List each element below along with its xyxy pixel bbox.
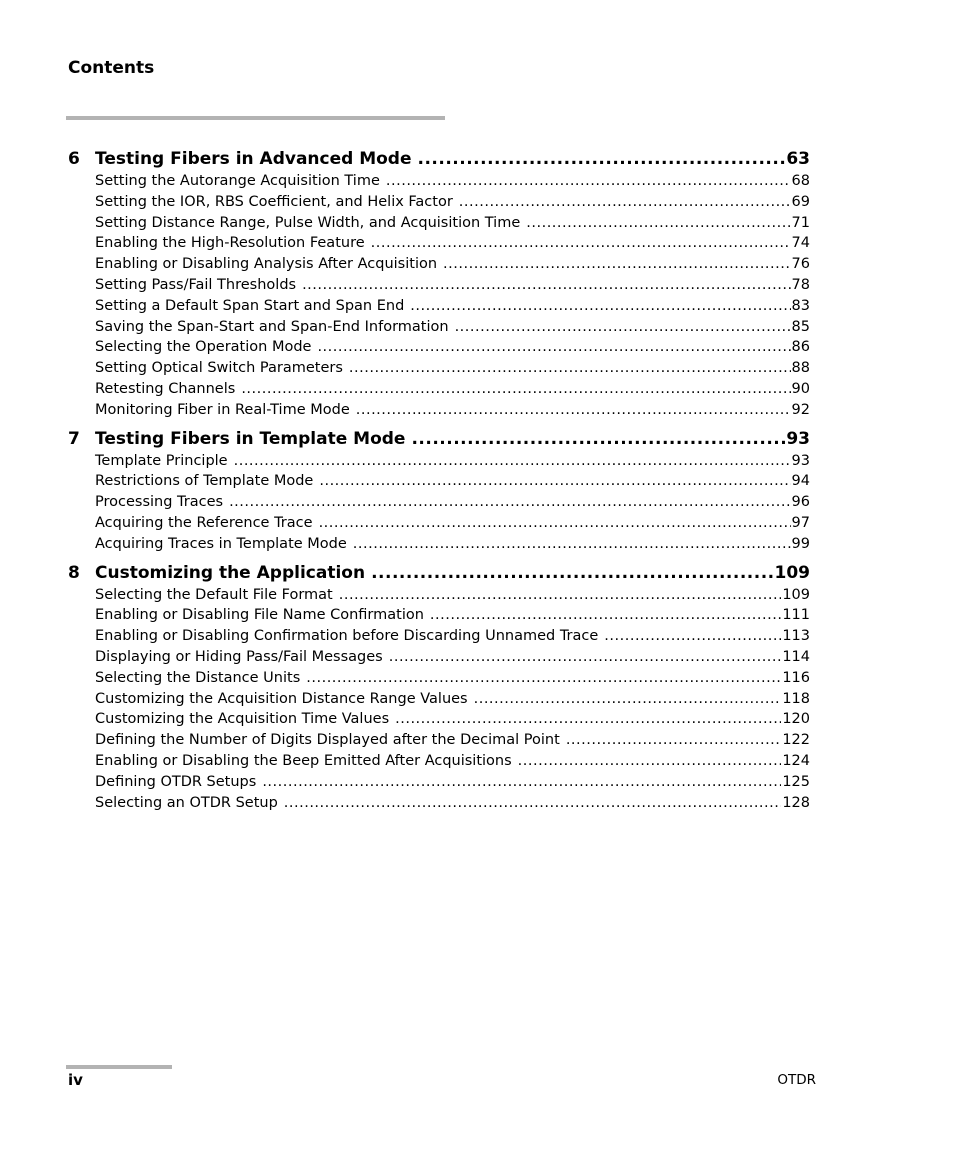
dot-leader — [234, 451, 791, 472]
chapter-page-number: 93 — [786, 428, 810, 449]
chapter-page-number: 109 — [774, 562, 810, 583]
toc-section-entry[interactable] — [95, 171, 810, 192]
chapter-page-number: 63 — [786, 149, 810, 169]
chapter-number: 6 — [68, 149, 80, 169]
dot-leader — [371, 233, 791, 254]
dot-leader — [430, 605, 781, 626]
toc-chapter-entry[interactable] — [68, 561, 810, 585]
toc-chapter-entry[interactable] — [68, 147, 810, 171]
toc-section-entry[interactable] — [95, 358, 810, 379]
section-title: Restrictions of Template Mode — [95, 473, 314, 490]
toc-chapter — [68, 427, 810, 555]
section-page-number: 71 — [791, 214, 810, 231]
section-page-number: 93 — [791, 452, 810, 469]
section-page-number: 113 — [782, 628, 810, 645]
footer-page-number: iv — [68, 1071, 83, 1089]
section-page-number: 88 — [791, 360, 810, 377]
dot-leader — [319, 471, 790, 492]
toc-section-entry[interactable] — [95, 379, 810, 400]
section-page-number: 111 — [782, 607, 810, 624]
dot-leader — [459, 192, 791, 213]
section-page-number: 94 — [791, 473, 810, 490]
toc-section-entry[interactable] — [95, 296, 810, 317]
section-title: Defining OTDR Setups — [95, 773, 257, 790]
section-page-number: 68 — [791, 173, 810, 189]
section-page-number: 116 — [782, 669, 810, 686]
section-page-number: 109 — [782, 586, 810, 603]
toc-section-entry[interactable] — [95, 647, 810, 668]
section-page-number: 83 — [791, 297, 810, 314]
toc-section-entry[interactable] — [95, 709, 810, 730]
section-title: Setting Distance Range, Pulse Width, and Acquisition Time — [95, 214, 521, 231]
section-title: Enabling or Disabling Confirmation before Discarding Unnamed Trace — [95, 628, 599, 645]
toc-section-entry[interactable] — [95, 689, 810, 710]
dot-leader — [317, 337, 790, 358]
dot-leader — [418, 147, 786, 171]
section-page-number: 122 — [782, 732, 810, 749]
section-title: Processing Traces — [95, 494, 224, 511]
chapter-title: Customizing the Application — [95, 562, 366, 583]
toc-section-entry[interactable] — [95, 337, 810, 358]
header-divider — [66, 116, 445, 120]
dot-leader — [604, 626, 781, 647]
dot-leader — [566, 730, 782, 751]
toc-section-entry[interactable] — [95, 730, 810, 751]
dot-leader — [443, 254, 791, 275]
section-title: Enabling the High-Resolution Feature — [95, 235, 365, 252]
section-page-number: 69 — [791, 193, 810, 210]
dot-leader — [353, 534, 791, 555]
dot-leader — [411, 427, 785, 451]
toc-section-entry[interactable] — [95, 668, 810, 689]
dot-leader — [410, 296, 790, 317]
section-title: Setting the Autorange Acquisition Time — [95, 173, 380, 189]
dot-leader — [371, 561, 773, 585]
toc-section-entry[interactable] — [95, 317, 810, 338]
section-page-number: 125 — [782, 773, 810, 790]
section-title: Enabling or Disabling the Beep Emitted After Acquisitions — [95, 752, 512, 769]
section-title: Selecting the Default File Format — [95, 586, 333, 603]
section-title: Retesting Channels — [95, 380, 236, 397]
section-page-number: 74 — [791, 235, 810, 252]
section-page-number: 124 — [782, 752, 810, 769]
section-title: Customizing the Acquisition Distance Range Values — [95, 690, 468, 707]
section-page-number: 99 — [791, 535, 810, 552]
section-title: Enabling or Disabling File Name Confirmation — [95, 607, 424, 624]
footer-product-name: OTDR — [777, 1072, 816, 1088]
chapter-title: Testing Fibers in Advanced Mode — [95, 149, 412, 169]
toc-chapter — [68, 561, 810, 814]
toc-chapter-entry[interactable] — [68, 427, 810, 451]
section-title: Selecting the Distance Units — [95, 669, 301, 686]
section-title: Monitoring Fiber in Real-Time Mode — [95, 401, 350, 418]
chapter-number: 8 — [68, 562, 80, 583]
dot-leader — [386, 171, 791, 192]
dot-leader — [455, 317, 791, 338]
footer-divider — [66, 1065, 172, 1069]
section-title: Selecting the Operation Mode — [95, 339, 312, 356]
toc-section-entry[interactable] — [95, 451, 810, 472]
section-title: Acquiring the Reference Trace — [95, 514, 313, 531]
section-page-number: 96 — [791, 494, 810, 511]
toc-section-entry[interactable] — [95, 793, 810, 814]
section-page-number: 114 — [782, 648, 810, 665]
section-title: Setting a Default Span Start and Span End — [95, 297, 405, 314]
toc-section-entry[interactable] — [95, 275, 810, 296]
section-page-number: 86 — [791, 339, 810, 356]
table-of-contents — [68, 147, 810, 819]
toc-section-entry[interactable] — [95, 513, 810, 534]
section-title: Setting Pass/Fail Thresholds — [95, 276, 297, 293]
dot-leader — [349, 358, 791, 379]
section-page-number: 128 — [782, 794, 810, 811]
toc-section-entry[interactable] — [95, 233, 810, 254]
section-title: Saving the Span-Start and Span-End Information — [95, 318, 449, 335]
dot-leader — [356, 400, 791, 421]
toc-section-entry[interactable] — [95, 254, 810, 275]
toc-section-entry[interactable] — [95, 626, 810, 647]
toc-section-entry[interactable] — [95, 585, 810, 606]
dot-leader — [395, 709, 781, 730]
section-page-number: 90 — [791, 380, 810, 397]
section-title: Defining the Number of Digits Displayed after the Decimal Point — [95, 732, 560, 749]
section-title: Customizing the Acquisition Time Values — [95, 711, 390, 728]
dot-leader — [319, 513, 791, 534]
section-page-number: 97 — [791, 514, 810, 531]
toc-section-entry[interactable] — [95, 605, 810, 626]
section-title: Displaying or Hiding Pass/Fail Messages — [95, 648, 383, 665]
chapter-number: 7 — [68, 428, 80, 449]
section-page-number: 76 — [791, 256, 810, 273]
section-title: Setting Optical Switch Parameters — [95, 360, 343, 377]
toc-section-entry[interactable] — [95, 751, 810, 772]
dot-leader — [229, 492, 790, 513]
section-title: Enabling or Disabling Analysis After Acquisition — [95, 256, 438, 273]
section-title: Setting the IOR, RBS Coefficient, and Helix Factor — [95, 193, 453, 210]
section-title: Template Principle — [95, 452, 228, 469]
section-title: Selecting an OTDR Setup — [95, 794, 278, 811]
toc-chapter — [68, 147, 810, 421]
toc-section-entry[interactable] — [95, 213, 810, 234]
chapter-title: Testing Fibers in Template Mode — [95, 428, 406, 449]
section-page-number: 85 — [791, 318, 810, 335]
toc-section-entry[interactable] — [95, 192, 810, 213]
toc-section-entry[interactable] — [95, 400, 810, 421]
dot-leader — [474, 689, 782, 710]
dot-leader — [306, 668, 781, 689]
section-page-number: 120 — [782, 711, 810, 728]
toc-section-entry[interactable] — [95, 471, 810, 492]
toc-section-entry[interactable] — [95, 772, 810, 793]
page-title: Contents — [68, 58, 155, 78]
section-title: Acquiring Traces in Template Mode — [95, 535, 347, 552]
toc-section-entry[interactable] — [95, 534, 810, 555]
dot-leader — [262, 772, 781, 793]
toc-section-entry[interactable] — [95, 492, 810, 513]
section-page-number: 78 — [791, 276, 810, 293]
section-page-number: 118 — [782, 690, 810, 707]
section-page-number: 92 — [791, 401, 810, 418]
dot-leader — [389, 647, 782, 668]
dot-leader — [526, 213, 790, 234]
dot-leader — [339, 585, 782, 606]
dot-leader — [284, 793, 782, 814]
dot-leader — [302, 275, 790, 296]
dot-leader — [241, 379, 790, 400]
dot-leader — [518, 751, 782, 772]
